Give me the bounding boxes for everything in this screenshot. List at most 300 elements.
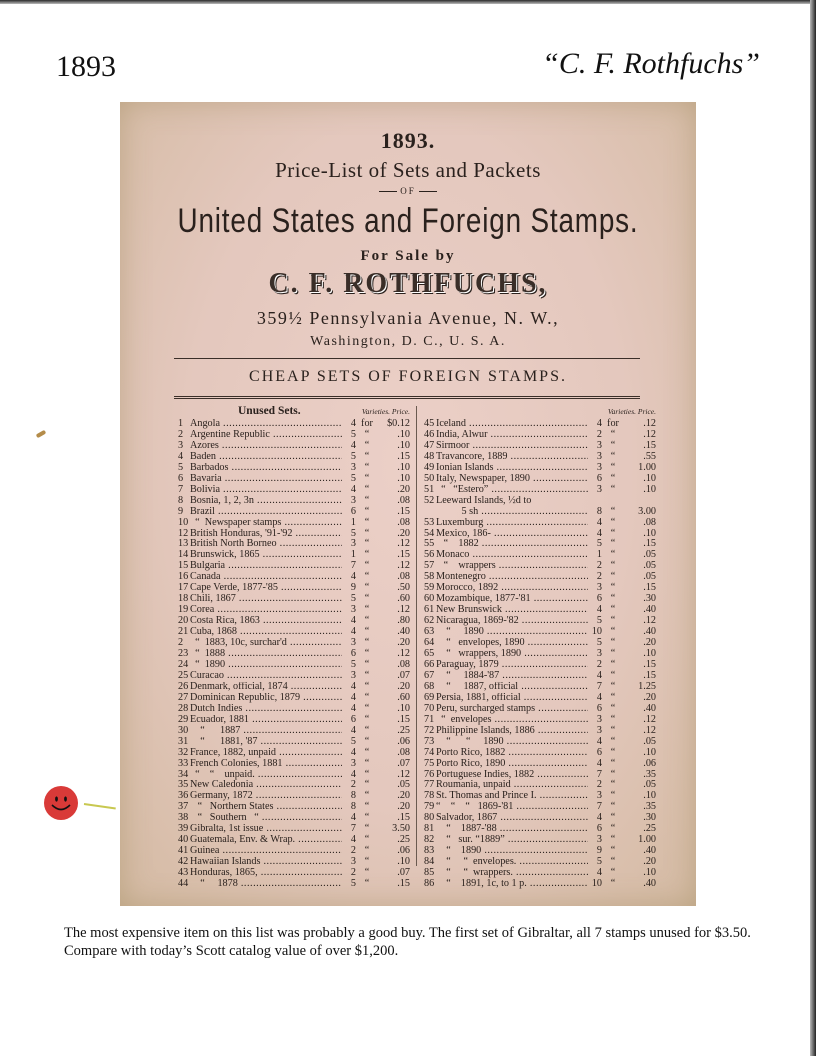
row-u: “: [610, 834, 616, 846]
table-row: [178, 671, 410, 682]
varieties-price-label: Varieties. Price.: [361, 407, 410, 416]
row-q: 9: [350, 582, 356, 594]
row-n: 20: [178, 615, 189, 627]
table-row: [178, 737, 410, 748]
table-row: [178, 868, 410, 879]
row-q: 4: [350, 626, 356, 638]
row-name: Bavaria .....: [190, 474, 342, 485]
row-name: Mexico, 186- .....: [436, 529, 588, 540]
row-q: 4: [350, 746, 356, 758]
row-p: .20: [397, 680, 410, 692]
row-p: .40: [643, 702, 656, 714]
row-q: 5: [350, 658, 356, 670]
table-row: [178, 605, 410, 616]
row-p: .15: [397, 878, 410, 890]
row-p: .10: [397, 461, 410, 473]
row-name: Dutch Indies .....: [190, 704, 342, 715]
row-p: .35: [643, 801, 656, 813]
row-u: “: [364, 834, 370, 846]
row-name: “ Newspaper stamps .....: [190, 518, 342, 529]
table-row: [178, 638, 410, 649]
table-row: [424, 846, 656, 857]
row-u: “: [610, 735, 616, 747]
row-name: “ 1890 .....: [436, 627, 588, 638]
row-name: Canada .....: [190, 572, 342, 583]
row-q: 2: [596, 779, 602, 791]
table-row: [424, 802, 656, 813]
row-u: “: [364, 516, 370, 528]
row-name: Chili, 1867 .....: [190, 594, 342, 605]
row-n: 15: [178, 560, 189, 572]
row-p: .06: [397, 845, 410, 857]
row-u: “: [364, 713, 370, 725]
row-q: 3: [596, 450, 602, 462]
row-q: 4: [350, 724, 356, 736]
row-n: 63: [424, 626, 435, 638]
row-name: Baden .....: [190, 452, 342, 463]
row-p: .08: [397, 571, 410, 583]
row-u: “: [610, 867, 616, 879]
row-q: 4: [596, 669, 602, 681]
row-n: 41: [178, 845, 189, 857]
row-u: “: [610, 549, 616, 561]
table-row: [178, 879, 410, 890]
row-u: “: [610, 560, 616, 572]
row-q: 7: [596, 801, 602, 813]
row-p: .10: [643, 746, 656, 758]
row-q: 6: [350, 648, 356, 660]
row-q: 3: [350, 461, 356, 473]
table-row: [178, 474, 410, 485]
row-p: .10: [397, 439, 410, 451]
row-u: “: [364, 801, 370, 813]
row-n: 7: [178, 483, 184, 495]
row-u: “: [364, 538, 370, 550]
row-u: “: [610, 691, 616, 703]
row-p: $0.12: [387, 418, 410, 429]
row-u: “: [364, 582, 370, 594]
table-row: [424, 857, 656, 868]
table-row: [178, 682, 410, 693]
row-name: Portuguese Indies, 1882 .....: [436, 770, 588, 781]
row-u: “: [364, 494, 370, 506]
row-q: 7: [350, 823, 356, 835]
table-row: [424, 550, 656, 561]
row-p: 3.50: [392, 823, 410, 835]
row-p: .10: [397, 472, 410, 484]
row-q: 4: [350, 483, 356, 495]
row-q: 6: [596, 746, 602, 758]
table-row: [178, 419, 410, 430]
row-n: 40: [178, 834, 189, 846]
row-q: 4: [596, 867, 602, 879]
row-name: Guinea .....: [190, 846, 342, 857]
row-n: 68: [424, 680, 435, 692]
row-n: 59: [424, 582, 435, 594]
table-row: [424, 835, 656, 846]
row-q: 4: [350, 768, 356, 780]
row-u: “: [364, 867, 370, 879]
left-rows: [178, 419, 410, 890]
row-n: 9: [178, 505, 184, 517]
row-n: 31: [178, 735, 189, 747]
row-name: “ “ “ 1869-'81 .....: [436, 802, 588, 813]
table-row: [178, 452, 410, 463]
row-u: “: [610, 593, 616, 605]
table-row: [178, 726, 410, 737]
row-name: “ 1878 .....: [190, 879, 342, 890]
row-n: 21: [178, 626, 189, 638]
row-n: 17: [178, 582, 189, 594]
right-column: [424, 406, 656, 890]
row-name: “ “ wrappers. .....: [436, 868, 588, 879]
row-name: Peru, surcharged stamps .....: [436, 704, 588, 715]
row-n: 1: [178, 418, 184, 429]
row-n: 72: [424, 724, 435, 736]
row-q: [588, 496, 602, 507]
row-name: Hawaiian Islands .....: [190, 857, 342, 868]
row-q: 5: [350, 527, 356, 539]
row-p: .30: [643, 812, 656, 824]
table-row: [424, 704, 656, 715]
row-q: 3: [596, 834, 602, 846]
row-u: “: [364, 746, 370, 758]
row-q: 3: [350, 637, 356, 649]
row-p: .05: [643, 560, 656, 572]
row-u: “: [610, 648, 616, 660]
table-row: [424, 463, 656, 474]
row-name: Sirmoor .....: [436, 441, 588, 452]
column-divider: [416, 406, 417, 866]
table-row: [178, 802, 410, 813]
table-row: [424, 627, 656, 638]
row-name: Gibralta, 1st issue .....: [190, 824, 342, 835]
left-column: [178, 406, 410, 890]
row-q: 4: [596, 604, 602, 616]
row-u: “: [364, 691, 370, 703]
row-p: .12: [643, 428, 656, 440]
table-row: [178, 561, 410, 572]
row-n: 16: [178, 571, 189, 583]
row-p: .05: [643, 779, 656, 791]
row-name: Corea .....: [190, 605, 342, 616]
row-u: “: [364, 757, 370, 769]
table-row: [424, 430, 656, 441]
row-name: India, Alwur .....: [436, 430, 588, 441]
row-q: 3: [596, 439, 602, 451]
row-name: “ 1891, 1c, to 1 p. .....: [436, 879, 588, 890]
table-row: [424, 879, 656, 890]
row-q: 6: [350, 505, 356, 517]
row-u: “: [610, 878, 616, 890]
row-u: “: [610, 527, 616, 539]
row-q: 1: [596, 549, 602, 561]
row-name: “ Northern States .....: [190, 802, 342, 813]
row-name: Cuba, 1868 .....: [190, 627, 342, 638]
row-q: 4: [596, 812, 602, 824]
row-q: 3: [350, 494, 356, 506]
row-n: 5: [178, 461, 184, 473]
row-u: “: [610, 790, 616, 802]
right-rows: [424, 419, 656, 890]
row-n: 73: [424, 735, 435, 747]
row-u: “: [610, 702, 616, 714]
row-name: “ 1890 .....: [436, 846, 588, 857]
table-row: [178, 660, 410, 671]
row-q: 2: [596, 428, 602, 440]
row-name: Italy, Newspaper, 1890 .....: [436, 474, 588, 485]
row-p: .25: [643, 823, 656, 835]
row-u: “: [610, 571, 616, 583]
row-n: 26: [178, 680, 189, 692]
table-row: [178, 616, 410, 627]
row-q: 4: [350, 834, 356, 846]
row-q: 7: [596, 768, 602, 780]
row-q: 6: [596, 593, 602, 605]
row-n: 49: [424, 461, 435, 473]
table-row: [424, 616, 656, 627]
row-q: 5: [350, 878, 356, 890]
row-p: .15: [397, 450, 410, 462]
varieties-price-label: Varieties. Price.: [607, 407, 656, 416]
row-n: 83: [424, 845, 435, 857]
table-row: [424, 759, 656, 770]
row-u: “: [610, 439, 616, 451]
row-p: .15: [397, 505, 410, 517]
row-q: 10: [591, 626, 602, 638]
row-name: “ “ envelopes. .....: [436, 857, 588, 868]
row-u: “: [364, 428, 370, 440]
table-row: [178, 824, 410, 835]
table-row: [178, 485, 410, 496]
table-row: [178, 572, 410, 583]
row-q: 5: [350, 735, 356, 747]
row-n: 47: [424, 439, 435, 451]
row-p: .80: [397, 615, 410, 627]
table-row: [178, 441, 410, 452]
row-u: “: [610, 450, 616, 462]
row-p: .15: [643, 582, 656, 594]
price-list-sheet: [120, 102, 696, 906]
row-p: .08: [397, 746, 410, 758]
page-top-border: [0, 0, 816, 4]
row-p: .55: [643, 450, 656, 462]
row-n: 70: [424, 702, 435, 714]
row-p: .40: [643, 626, 656, 638]
row-u: “: [364, 637, 370, 649]
row-name: Nicaragua, 1869-'82 .....: [436, 616, 588, 627]
row-q: 4: [350, 691, 356, 703]
row-name: St. Thomas and Prince I. .....: [436, 791, 588, 802]
row-n: 58: [424, 571, 435, 583]
table-row: [178, 780, 410, 791]
row-p: .15: [643, 658, 656, 670]
row-u: “: [610, 626, 616, 638]
row-n: 12: [178, 527, 189, 539]
row-p: .15: [643, 538, 656, 550]
row-p: .07: [397, 669, 410, 681]
row-p: .60: [397, 691, 410, 703]
row-u: “: [364, 779, 370, 791]
table-row: [178, 835, 410, 846]
table-row: [424, 715, 656, 726]
row-name: Honduras, 1865, .....: [190, 868, 342, 879]
row-p: .12: [397, 560, 410, 572]
table-row: [178, 704, 410, 715]
row-u: “: [610, 505, 616, 517]
row-q: 3: [596, 483, 602, 495]
table-row: [424, 518, 656, 529]
row-p: .05: [643, 571, 656, 583]
row-name: “ sur. “1889” .....: [436, 835, 588, 846]
row-u: “: [364, 878, 370, 890]
row-q: 4: [596, 735, 602, 747]
row-n: 77: [424, 779, 435, 791]
row-name: Monaco .....: [436, 550, 588, 561]
table-row: [424, 572, 656, 583]
sheet-city: Washington, D. C., U. S. A.: [310, 334, 506, 349]
row-name: “ envelopes .....: [436, 715, 588, 726]
row-u: “: [610, 582, 616, 594]
row-q: 6: [596, 702, 602, 714]
row-n: 3: [178, 439, 184, 451]
sheet-address: 359½ Pennsylvania Avenue, N. W.,: [256, 308, 560, 328]
row-n: 6: [178, 472, 184, 484]
row-p: .20: [643, 856, 656, 868]
table-row: [424, 868, 656, 879]
row-name: “ 1888 .....: [190, 649, 342, 660]
row-u: “: [364, 823, 370, 835]
row-name: Montenegro .....: [436, 572, 588, 583]
row-p: .20: [643, 637, 656, 649]
row-q: 9: [596, 845, 602, 857]
row-n: 71: [424, 713, 435, 725]
row-u: “: [610, 428, 616, 440]
row-q: 3: [596, 790, 602, 802]
row-u: “: [610, 757, 616, 769]
row-name: Azores .....: [190, 441, 342, 452]
row-u: “: [364, 560, 370, 572]
row-q: 8: [350, 801, 356, 813]
row-n: 86: [424, 878, 435, 890]
row-p: .15: [643, 669, 656, 681]
row-n: 36: [178, 790, 189, 802]
row-name: “ “ 1890 .....: [436, 737, 588, 748]
row-name: Philippine Islands, 1886 .....: [436, 726, 588, 737]
table-row: [178, 583, 410, 594]
row-p: .25: [397, 724, 410, 736]
row-p: .15: [397, 713, 410, 725]
row-n: 50: [424, 472, 435, 484]
row-q: 1: [350, 516, 356, 528]
row-p: .25: [397, 834, 410, 846]
row-p: .10: [643, 483, 656, 495]
row-name: French Colonies, 1881 .....: [190, 759, 342, 770]
row-q: 4: [350, 439, 356, 451]
table-row: [424, 824, 656, 835]
row-u: “: [364, 845, 370, 857]
table-row: [424, 780, 656, 791]
row-name: Salvador, 1867 .....: [436, 813, 588, 824]
table-row: [178, 857, 410, 868]
row-u: “: [364, 439, 370, 451]
row-u: “: [364, 461, 370, 473]
row-n: 81: [424, 823, 435, 835]
row-q: 4: [596, 691, 602, 703]
table-row: [178, 791, 410, 802]
row-n: 30: [178, 724, 189, 736]
row-name: Bolivia .....: [190, 485, 342, 496]
row-n: 42: [178, 856, 189, 868]
row-n: 60: [424, 593, 435, 605]
table-row: [424, 748, 656, 759]
table-row: [424, 638, 656, 649]
row-n: 82: [424, 834, 435, 846]
row-n: 53: [424, 516, 435, 528]
row-name: “ 1887, official .....: [436, 682, 588, 693]
row-n: 43: [178, 867, 189, 879]
row-name: “ 1890 .....: [190, 660, 342, 671]
table-row: [178, 627, 410, 638]
row-n: 66: [424, 658, 435, 670]
row-u: “: [610, 680, 616, 692]
row-u: “: [610, 823, 616, 835]
row-p: .40: [397, 626, 410, 638]
pointer-line: [84, 803, 116, 809]
row-p: .08: [397, 516, 410, 528]
row-q: 5: [596, 615, 602, 627]
row-p: .15: [643, 439, 656, 451]
page-title: “C. F. Rothfuchs”: [542, 47, 760, 80]
row-name: Brunswick, 1865 .....: [190, 550, 342, 561]
row-u: “: [364, 768, 370, 780]
sheet-pricelist-heading: Price-List of Sets and Packets: [275, 158, 541, 182]
row-n: [424, 507, 436, 518]
row-p: .12: [397, 768, 410, 780]
row-name: British North Borneo .....: [190, 539, 342, 550]
row-q: 5: [350, 450, 356, 462]
table-row: [424, 529, 656, 540]
row-name: Bosnia, 1, 2, 3n .....: [190, 496, 342, 507]
row-n: 61: [424, 604, 435, 616]
row-name: 5 sh .....: [436, 507, 588, 518]
row-u: “: [364, 856, 370, 868]
row-name: Mozambique, 1877-'81 .....: [436, 594, 588, 605]
table-row: [178, 529, 410, 540]
row-u: “: [610, 658, 616, 670]
table-row: [178, 430, 410, 441]
row-u: “: [364, 702, 370, 714]
smiley-face-icon: [44, 786, 78, 820]
row-name: Leeward Islands, ½d to: [436, 495, 532, 506]
table-row: [424, 485, 656, 496]
row-name: Argentine Republic .....: [190, 430, 342, 441]
row-p: .08: [397, 494, 410, 506]
row-name: “ 1883, 10c, surchar'd .....: [190, 638, 342, 649]
row-q: 3: [596, 461, 602, 473]
sheet-title: United States and Foreign Stamps.: [177, 202, 639, 240]
row-q: 5: [596, 538, 602, 550]
row-n: 51: [424, 483, 435, 495]
row-q: 4: [350, 418, 356, 429]
row-p: .08: [397, 658, 410, 670]
row-n: 32: [178, 746, 189, 758]
row-u: “: [610, 856, 616, 868]
table-row: [178, 715, 410, 726]
row-u: “: [364, 724, 370, 736]
row-n: 37: [178, 801, 189, 813]
row-name: British Honduras, '91-'92 .....: [190, 529, 342, 540]
